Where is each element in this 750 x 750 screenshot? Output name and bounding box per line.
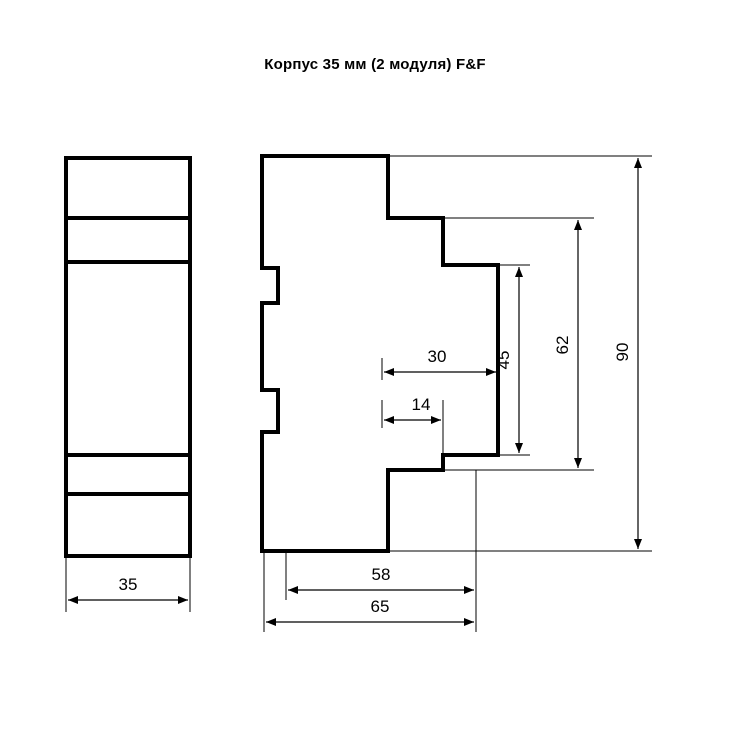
dimension-label-45: 45 [494, 350, 513, 370]
dimension-label-65: 65 [370, 597, 390, 616]
dimension-label-90: 90 [613, 342, 632, 362]
dimension-width-front [66, 556, 190, 612]
dimension-label-62: 62 [553, 335, 572, 355]
dimension-label-35: 35 [118, 575, 138, 594]
dimension-label-58: 58 [371, 565, 391, 584]
dimension-label-14: 14 [411, 395, 431, 414]
dimension-depth-65 [264, 551, 476, 632]
side-view [262, 156, 498, 551]
front-view [66, 158, 190, 556]
page-title: Корпус 35 мм (2 модуля) F&F [264, 56, 486, 73]
dimension-label-30: 30 [427, 347, 447, 366]
